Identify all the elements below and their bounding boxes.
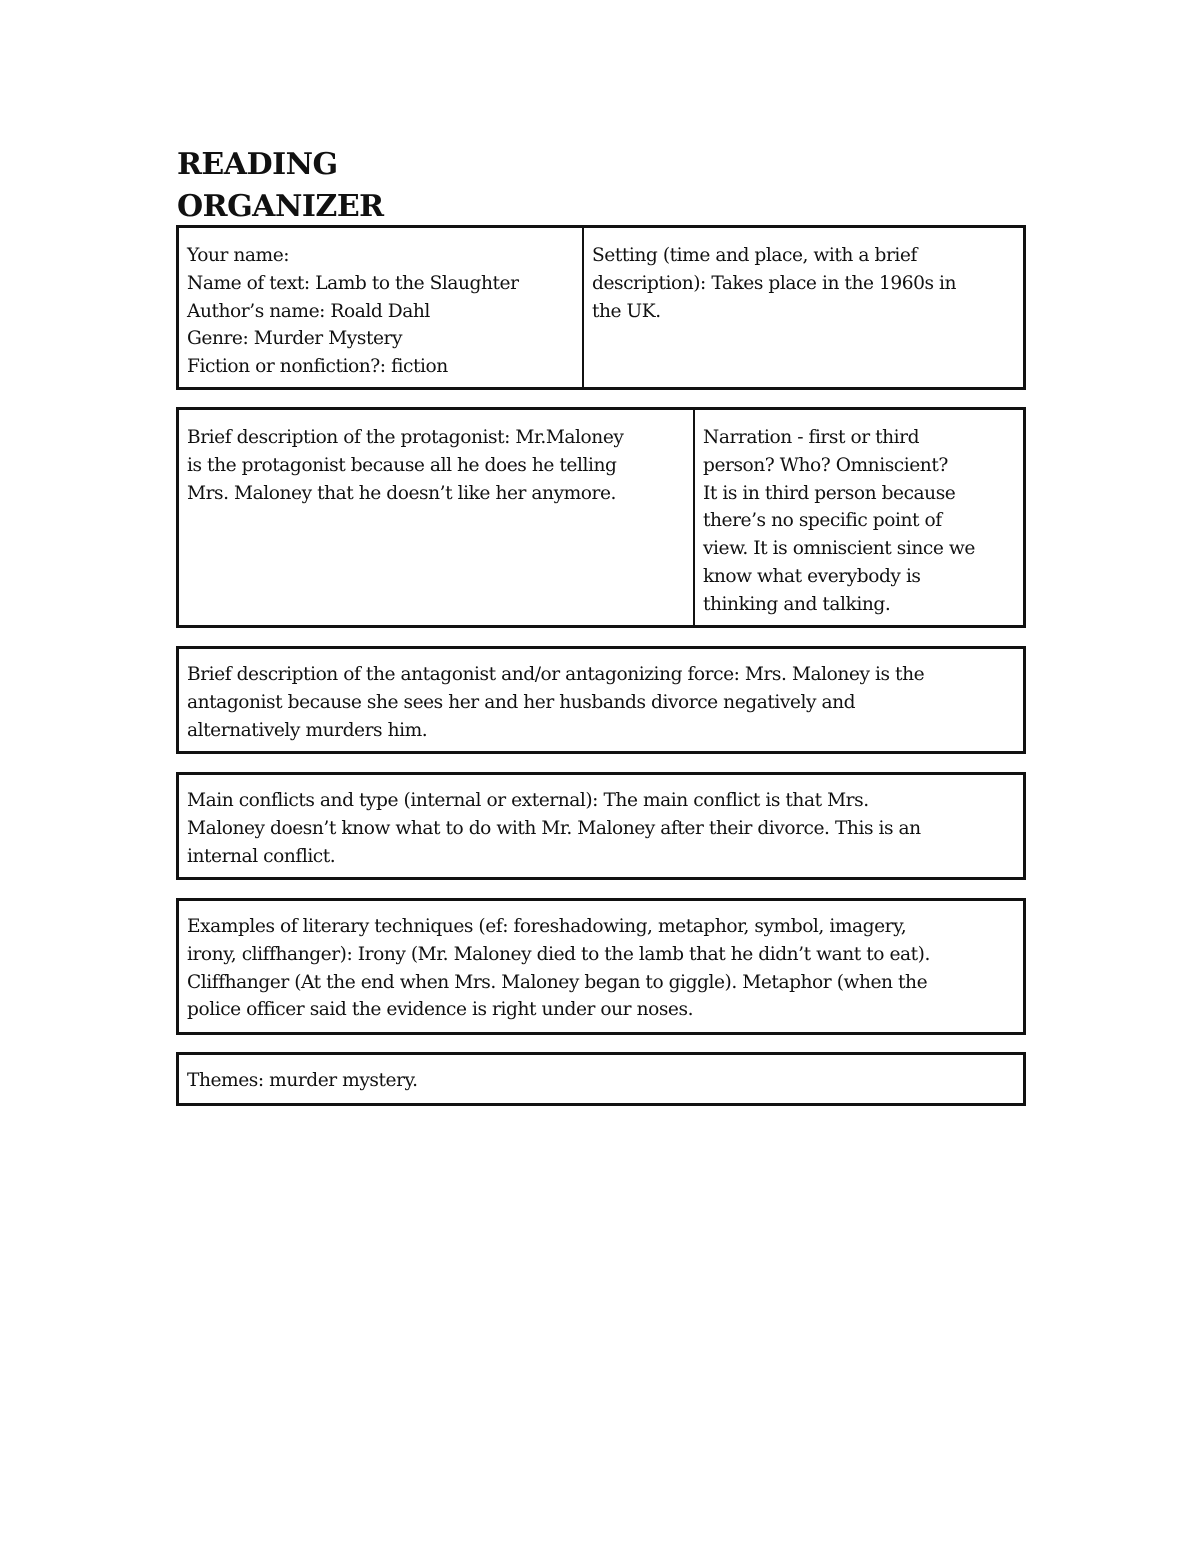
your-name-field: Your name: bbox=[187, 245, 290, 266]
protagonist-narration-table bbox=[176, 407, 1026, 628]
text-name-field: Name of text: Lamb to the Slaughter bbox=[187, 272, 519, 294]
fiction-field: Fiction or nonfiction?: fiction bbox=[187, 356, 448, 378]
author-name-field: Author’s name: Roald Dahl bbox=[187, 300, 430, 322]
themes-box bbox=[176, 1052, 1026, 1106]
antagonist-box bbox=[176, 646, 1026, 754]
techniques-text: Examples of literary techniques (ef: foreshadowing, metaphor, symbol, imagery, irony, cliffhanger): Irony (Mr. Maloney died to the lamb that he didn’t want to eat). Cliffhanger (At the end when Mrs. Maloney began to giggle). Metaphor (when the police officer said the evidence is right under our noses. bbox=[187, 916, 930, 1021]
protagonist-text: Brief description of the protagonist: Mr.Maloney is the protagonist because all he does he telling Mrs. Maloney that he doesn’t like her anymore. bbox=[187, 427, 624, 504]
conflicts-text: Main conflicts and type (internal or external): The main conflict is that Mrs. Maloney doesn’t know what to do with Mr. Maloney after their divorce. This is an internal conflict. bbox=[187, 790, 921, 867]
basic-info-table bbox=[176, 225, 1026, 390]
setting-text: Setting (time and place, with a brief description): Takes place in the 1960s in the UK. bbox=[592, 245, 957, 322]
techniques-box bbox=[176, 898, 1026, 1035]
themes-text: Themes: murder mystery. bbox=[187, 1070, 418, 1091]
page-title-line-1: READING bbox=[177, 147, 338, 182]
setting-cell bbox=[584, 228, 1023, 387]
page-title-line-2: ORGANIZER bbox=[177, 189, 384, 224]
antagonist-text: Brief description of the antagonist and/or antagonizing force: Mrs. Maloney is the antagonist because she sees her and her husbands divorce negatively and alternatively murders him. bbox=[187, 664, 925, 741]
basic-info-cell bbox=[179, 228, 584, 387]
genre-field: Genre: Murder Mystery bbox=[187, 328, 403, 350]
narration-text: Narration - first or third person? Who? Omniscient? It is in third person because there’s no specific point of view. It is omniscient since we know what everybody is thinking and talking. bbox=[703, 427, 975, 615]
conflicts-box bbox=[176, 772, 1026, 880]
protagonist-cell bbox=[179, 410, 695, 625]
narration-cell bbox=[695, 410, 1023, 625]
page-title bbox=[177, 144, 384, 228]
